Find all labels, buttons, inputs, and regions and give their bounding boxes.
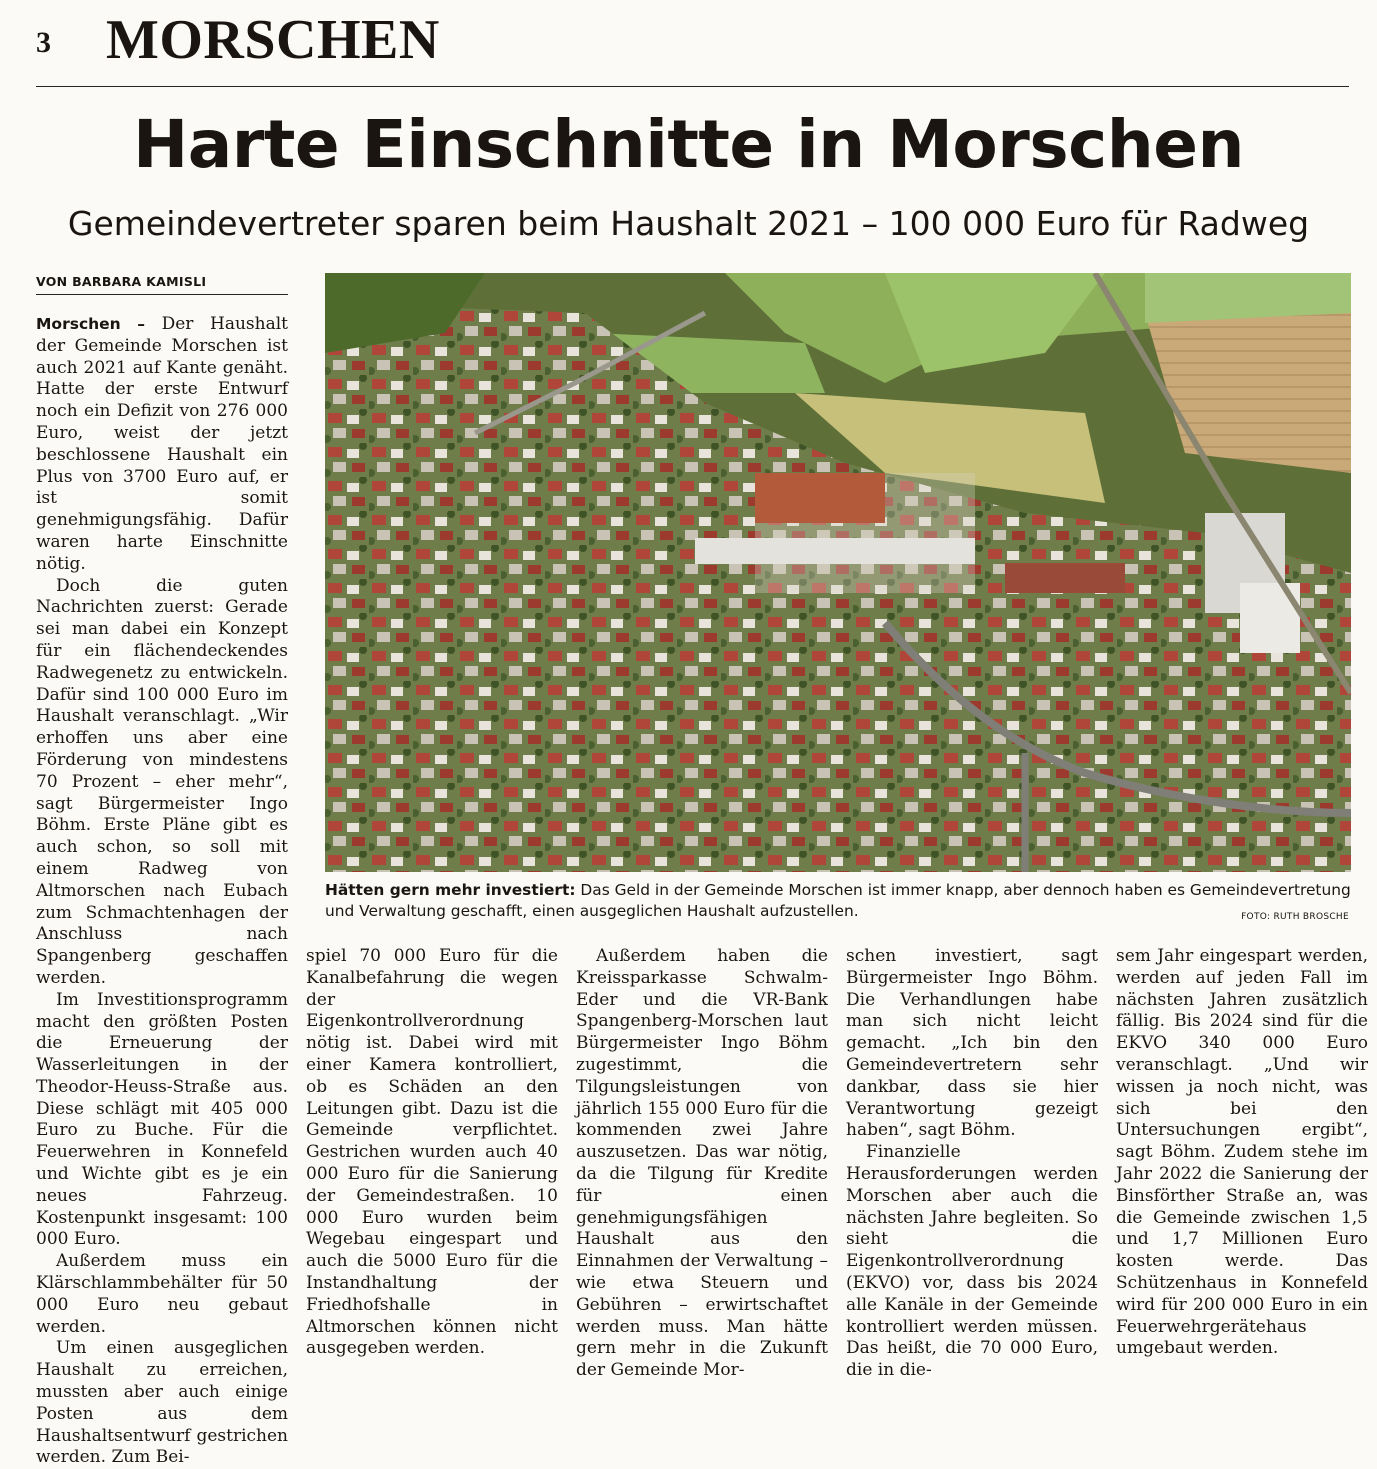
paragraph: Doch die guten Nachrichten zuerst: Gerade sei man dabei ein Konzept für ein flächendeckendes Radwegenetz zu entwickeln. Dafür sind 100 000 Euro im Haushalt veranschlagt. „Wir erhoffen uns aber eine Förderung von mindestens 70 Prozent – eher mehr“, sagt Bürgermeister Ingo Böhm. Erste Pläne gibt es auch schon, so soll mit einem Radweg von Altmorschen nach Eubach zum Schmachtenhagen der Anschluss nach Spangenberg geschaffen werden. — [36, 575, 288, 988]
article-column-4 — [846, 946, 1098, 1382]
byline: VON BARBARA KAMISLI — [36, 274, 207, 289]
aerial-photo — [325, 273, 1351, 872]
dateline: Morschen – — [36, 315, 146, 333]
photo-credit: FOTO: RUTH BROSCHE — [1241, 912, 1349, 922]
byline-rule — [36, 294, 288, 295]
paragraph: Außerdem haben die Kreissparkasse Schwalm-Eder und die VR-Bank Spangenberg-Morschen laut Bürgermeister Ingo Böhm zugestimmt, die Tilgungsleistungen von jährlich 155 000 Euro für die kommenden zwei Jahre auszusetzen. Das war nötig, da die Tilgung für Kredite für einen genehmigungsfähigen Haushalt aus den Einnahmen der Verwaltung – wie etwa Steuern und Gebühren – erwirtschaftet werden muss. Man hätte gern mehr in die Zukunft der Gemeinde Mor- — [576, 946, 828, 1381]
article-column-2 — [306, 946, 558, 1360]
paragraph: Finanzielle Herausforderungen werden Morschen aber auch die nächsten Jahre begleiten. So sieht die Eigenkontrollverordnung (EKVO) vor, dass bis 2024 alle Kanäle in der Gemeinde kontrolliert werden müssen. Das heißt, die 70 000 Euro, die in die- — [846, 1142, 1098, 1381]
article-column-5 — [1116, 946, 1368, 1360]
paragraph: Im Investitionsprogramm macht den größten Posten die Erneuerung der Wasserleitungen in der Theodor-Heuss-Straße aus. Diese schlägt mit 405 000 Euro zu Buche. Für die Feuerwehren in Konnefeld und Wichte gibt es je ein neues Fahrzeug. Kostenpunkt insgesamt: 100 000 Euro. — [36, 989, 288, 1250]
paragraph: schen investiert, sagt Bürgermeister Ingo Böhm. Die Verhandlungen habe man sich nicht leicht gemacht. „Ich bin den Gemeindevertretern sehr dankbar, dass sie hier Verantwortung gezeigt haben“, sagt Böhm. — [846, 946, 1098, 1141]
paragraph: Morschen – Der Haushalt der Gemeinde Morschen ist auch 2021 auf Kante genäht. Hatte der erste Entwurf noch ein Defizit von 276 000 Euro, weist der jetzt beschlossene Haushalt ein Plus von 3700 Euro auf, er ist somit genehmigungsfähig. Dafür waren harte Einschnitte nötig. — [36, 314, 288, 574]
page-number: 3 — [36, 26, 51, 59]
aerial-town-image — [325, 273, 1351, 872]
paragraph: spiel 70 000 Euro für die Kanalbefahrung die wegen der Eigenkontrollverordnung nötig ist. Dabei wird mit einer Kamera kontrolliert, ob es Schäden an den Leitungen gibt. Dazu ist die Gemeinde verpflichtet. Gestrichen wurden auch 40 000 Euro für die Sanierung der Gemeindestraßen. 10 000 Euro wurden beim Wegebau eingespart und auch die 5000 Euro für die Instandhaltung der Friedhofshalle in Altmorschen können nicht ausgegeben werden. — [306, 946, 558, 1359]
paragraph: Außerdem muss ein Klärschlammbehälter für 50 000 Euro neu gebaut werden. — [36, 1251, 288, 1337]
paragraph: Um einen ausgeglichen Haushalt zu erreichen, mussten aber auch einige Posten aus dem Haushaltsentwurf gestrichen werden. Zum Bei- — [36, 1338, 288, 1468]
article-column-1 — [36, 314, 288, 1469]
header-rule — [36, 86, 1349, 87]
article-subhead: Gemeindevertreter sparen beim Haushalt 2021 – 100 000 Euro für Radweg — [67, 204, 1310, 243]
article-headline: Harte Einschnitte in Morschen — [133, 106, 1244, 183]
section-title: MORSCHEN — [106, 9, 440, 71]
paragraph: sem Jahr eingespart werden, werden auf jeden Fall im nächsten Jahren zusätzlich fällig. Bis 2024 sind für die EKVO 340 000 Euro veranschlagt. „Und wir wissen ja noch nicht, was sich bei den Untersuchungen ergibt“, sagt Böhm. Zudem stehe im Jahr 2022 die Sanierung der Binsförther Straße an, was die Gemeinde zwischen 1,5 und 1,7 Millionen Euro kosten werde. Das Schützenhaus in Konnefeld wird für 200 000 Euro in ein Feuerwehrgerätehaus umgebaut werden. — [1116, 946, 1368, 1359]
article-column-3 — [576, 946, 828, 1382]
photo-caption: Hätten gern mehr investiert: Das Geld in der Gemeinde Morschen ist immer knapp, aber dennoch haben es Gemeindevertretung und Verwaltung geschafft, einen ausgeglichen Haushalt aufzustellen. — [325, 881, 1351, 920]
caption-lead: Hätten gern mehr investiert: — [325, 881, 576, 899]
